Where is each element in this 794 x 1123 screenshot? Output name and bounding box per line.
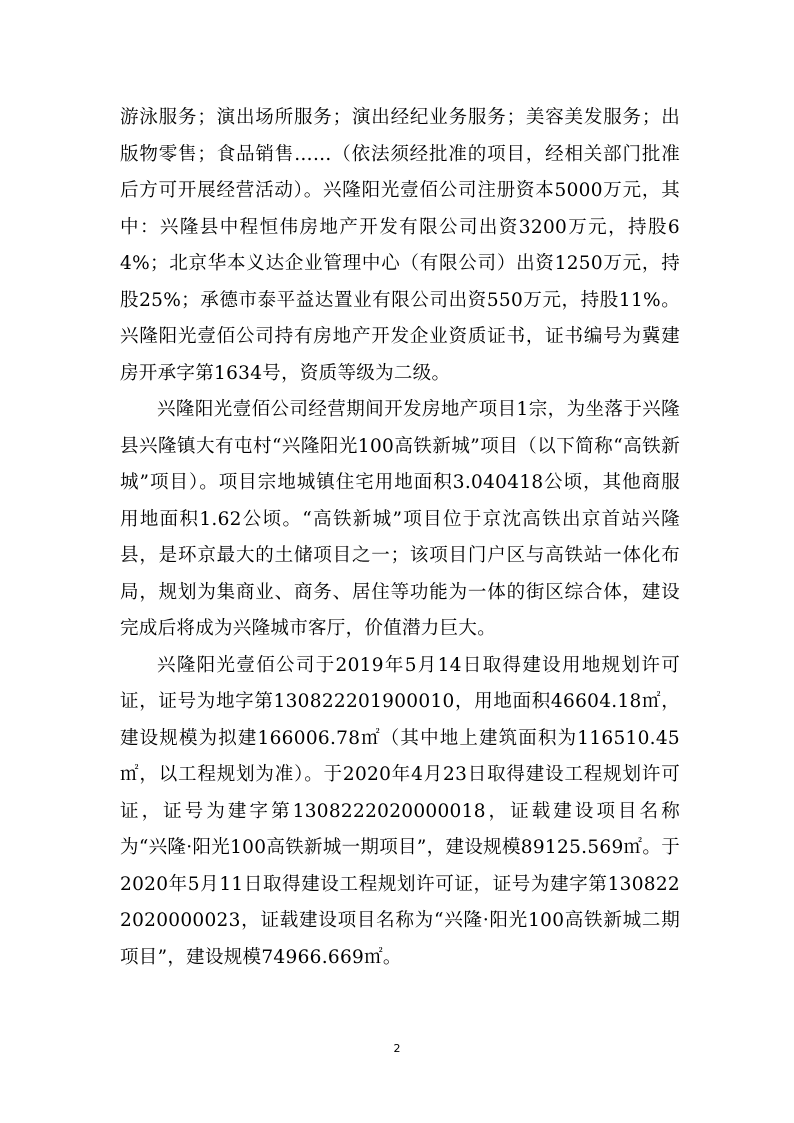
body-text	[120, 100, 680, 976]
paragraph-business-scope: 游泳服务；演出场所服务；演出经纪业务服务；美容美发服务；出版物零售；食品销售……（依法须经批准的项目，经相关部门批准后方可开展经营活动）。兴隆阳光壹佰公司注册资本5000万元，其中：兴隆县中程恒伟房地产开发有限公司出资3200万元，持股64%；北京华本义达企业管理中心（有限公司）出资1250万元，持股25%；承德市泰平益达置业有限公司出资550万元，持股11%。兴隆阳光壹佰公司持有房地产开发企业资质证书，证书编号为冀建房开承字第1634号，资质等级为二级。	[120, 107, 680, 384]
paragraph-project-overview: 兴隆阳光壹佰公司经营期间开发房地产项目1宗，为坐落于兴隆县兴隆镇大有屯村“兴隆阳光100高铁新城”项目（以下简称“高铁新城”项目）。项目宗地城镇住宅用地面积3.040418公顷，其他商服用地面积1.62公顷。“高铁新城”项目位于京沈高铁出京首站兴隆县，是环京最大的土储项目之一；该项目门户区与高铁站一体化布局，规划为集商业、商务、居住等功能为一体的街区综合体，建设完成后将成为兴隆城市客厅，价值潜力巨大。	[120, 399, 680, 639]
page-number: 2	[393, 1042, 401, 1055]
paragraph-planning-permits: 兴隆阳光壹佰公司于2019年5月14日取得建设用地规划许可证，证号为地字第130822201900010，用地面积46604.18㎡，建设规模为拟建166006.78㎡（其中地上建筑面积为116510.45㎡，以工程规划为准）。于2020年4月23日取得建设工程规划许可证，证号为建字第1308222020000018，证载建设项目名称为“兴隆·阳光100高铁新城一期项目”，建设规模89125.569㎡。于2020年5月11日取得建设工程规划许可证，证号为建字第1308222020000023，证载建设项目名称为“兴隆·阳光100高铁新城二期项目”，建设规模74966.669㎡。	[120, 654, 680, 968]
